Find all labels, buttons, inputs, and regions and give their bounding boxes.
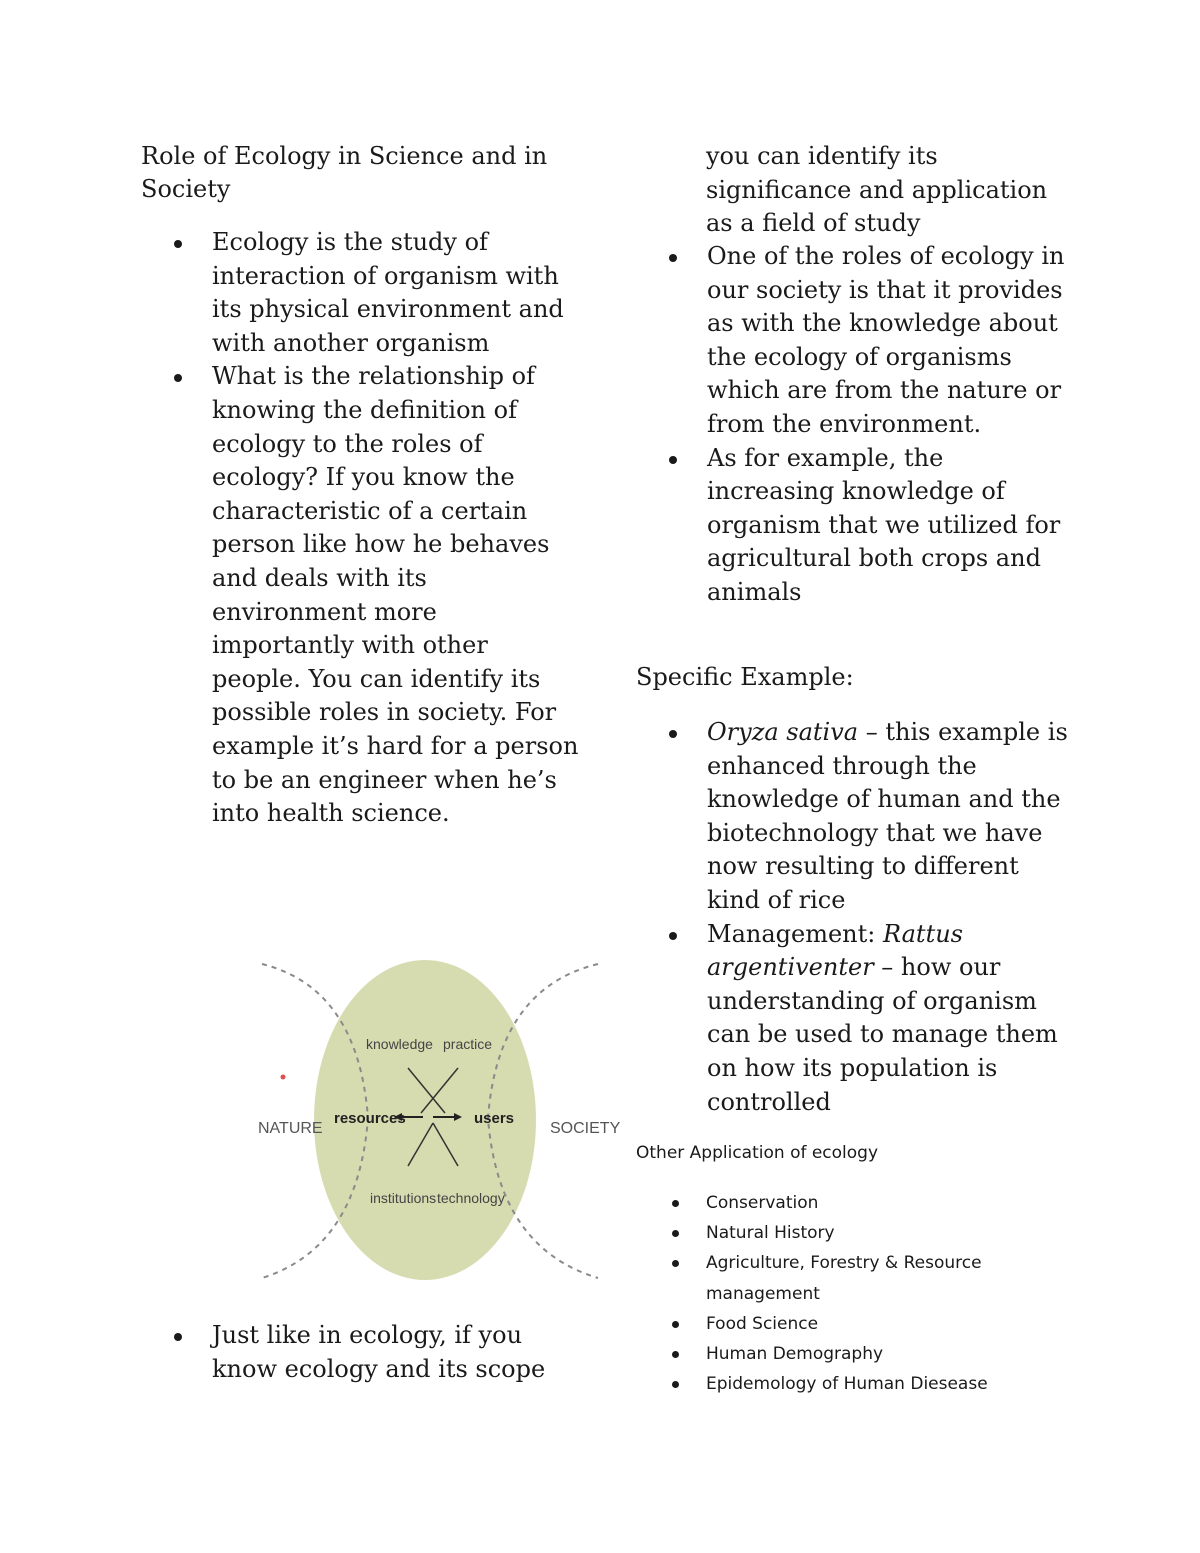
right-bullet-list — [636, 240, 1076, 610]
list-item-text: Human Demography — [706, 1344, 884, 1365]
list-item-text: Natural History — [706, 1223, 835, 1244]
bullet-icon — [672, 1381, 679, 1388]
other-applications-list — [636, 1188, 1076, 1399]
list-item — [636, 442, 1076, 610]
bullet-icon — [672, 1260, 679, 1267]
bullet-icon — [672, 1200, 679, 1207]
bullet-icon — [672, 1230, 679, 1237]
list-item — [636, 1218, 1076, 1248]
list-item-text: What is the relationship of knowing the definition of ecology to the roles of ecology? If you know the characteristic of a certain person like how he behaves and deals with its environment more importantly with other people. You can identify its possible roles in society. For example it’s hard for a person to be an engineer when he’s into health science. — [212, 362, 579, 828]
bullet-icon — [672, 1321, 679, 1328]
bullet-icon — [669, 932, 677, 940]
list-item — [636, 918, 1076, 1120]
list-item — [636, 1188, 1076, 1218]
list-item — [636, 1309, 1076, 1339]
list-item — [636, 1369, 1076, 1399]
bullet-icon — [669, 456, 677, 464]
users-label: users — [474, 1110, 515, 1127]
society-label: SOCIETY — [550, 1120, 621, 1137]
list-item-text: Food Science — [706, 1313, 819, 1334]
list-item-text: As for example, the increasing knowledge of organism that we utilized for agricultural both crops and animals — [707, 443, 1061, 606]
knowledge-label: knowledge — [366, 1036, 433, 1052]
list-item-text: Just like in ecology, if you know ecology and its scope — [212, 1321, 546, 1383]
species-name: Rattus argentiventer — [707, 919, 963, 982]
list-item — [141, 360, 581, 830]
list-item-text: Epidemology of Human Diesease — [706, 1374, 988, 1395]
list-item-text: One of the roles of ecology in our society is that it provides as with the knowledge about the ecology of organisms which are from the nature or from the environment. — [707, 242, 1065, 438]
list-item — [636, 716, 1076, 918]
left-bullet-list-continued — [141, 1319, 581, 1386]
list-item-text: Agriculture, Forestry & Resource management — [706, 1253, 982, 1304]
bullet-icon — [174, 240, 182, 248]
resources-label: resources — [334, 1110, 406, 1127]
list-item-prefix: Management: — [707, 919, 883, 948]
continued-paragraph: you can identify its significance and application as a field of study — [706, 142, 1048, 238]
list-item — [141, 226, 581, 360]
nature-label: NATURE — [258, 1120, 323, 1137]
list-item — [636, 1248, 1076, 1308]
list-item — [636, 1339, 1076, 1369]
bullet-icon — [174, 1333, 182, 1341]
document-title: Role of Ecology in Science and in Society — [141, 142, 548, 203]
list-item — [141, 1319, 581, 1386]
bullet-icon — [174, 374, 182, 382]
list-item — [636, 240, 1076, 442]
ecology-diagram — [248, 948, 621, 1288]
list-item-text: – how our understanding of organism can be used to manage them on how its population is controlled — [707, 953, 1058, 1116]
specific-example-list — [636, 716, 1076, 1119]
specific-example-heading: Specific Example: — [636, 663, 854, 691]
species-name: Oryza sativa — [707, 718, 859, 746]
left-bullet-list — [141, 226, 581, 831]
institutions-label: institutions — [370, 1190, 437, 1206]
bullet-icon — [672, 1351, 679, 1358]
practice-label: practice — [443, 1036, 493, 1052]
list-item-text: Ecology is the study of interaction of organism with its physical environment and with another organism — [212, 228, 564, 357]
red-dot — [281, 1075, 286, 1080]
other-applications-heading: Other Application of ecology — [636, 1143, 879, 1163]
list-item-text: – this example is enhanced through the knowledge of human and the biotechnology that we have now resulting to different kind of rice — [707, 718, 1068, 914]
list-item-text: Conservation — [706, 1193, 819, 1213]
bullet-icon — [669, 254, 677, 262]
technology-label: technology — [437, 1190, 505, 1206]
bullet-icon — [669, 730, 677, 738]
